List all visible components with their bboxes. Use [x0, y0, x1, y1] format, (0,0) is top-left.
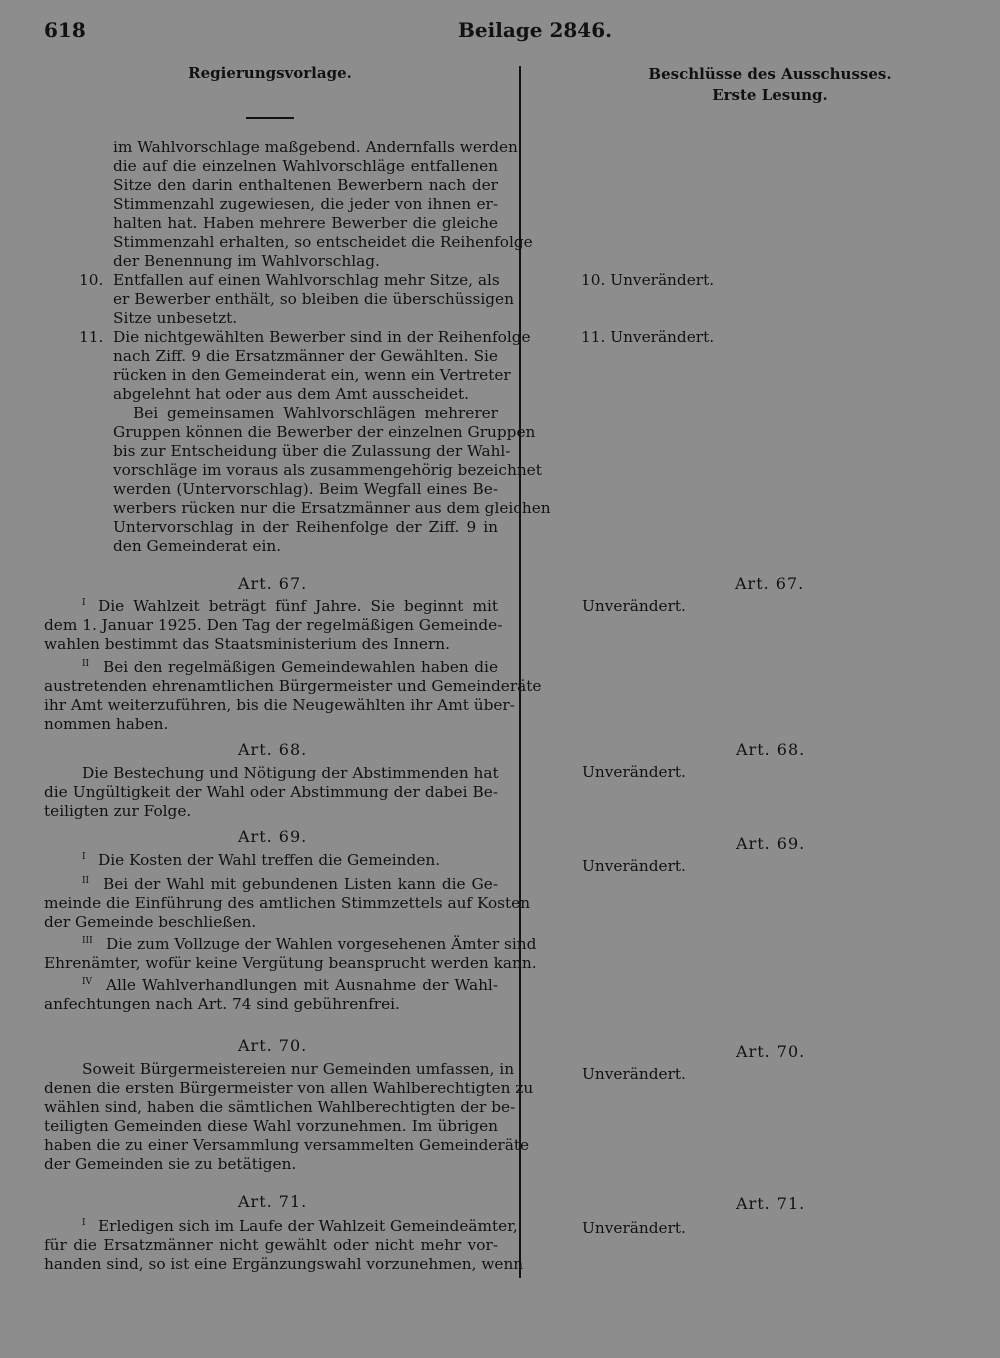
- right-article-text-71: Unverändert.: [582, 1219, 686, 1237]
- text-line: er Bewerber enthält, so bleiben die überschüssigen: [113, 290, 514, 308]
- text-line: der Gemeinden sie zu betätigen.: [44, 1155, 297, 1173]
- paragraph-mark: I: [82, 598, 86, 608]
- text-line: Stimmenzahl zugewiesen, die jeder von ihnen er-: [113, 195, 498, 213]
- text-line: handen sind, so ist eine Ergänzungswahl vorzunehmen, wenn: [44, 1255, 524, 1273]
- text-line: im Wahlvorschlage maßgebend. Andernfalls werden: [113, 138, 518, 156]
- heading-rule: [246, 117, 294, 119]
- text-line: Stimmenzahl erhalten, so entscheidet die Reihenfolge: [113, 233, 533, 251]
- right-article-text-67: Unverändert.: [582, 597, 686, 615]
- right-article-heading-67: Art. 67.: [735, 574, 805, 593]
- text-line: Die nichtgewählten Bewerber sind in der Reihenfolge: [113, 328, 531, 346]
- text-line: halten hat. Haben mehrere Bewerber die gleiche: [113, 214, 498, 232]
- text-line: Die Kosten der Wahl treffen die Gemeinden.: [98, 851, 441, 869]
- text-line: haben die zu einer Versammlung versammelten Gemeinderäte: [44, 1136, 530, 1154]
- text-line: nach Ziff. 9 die Ersatzmänner der Gewählten. Sie: [113, 347, 498, 365]
- article-heading-69: Art. 69.: [238, 827, 308, 846]
- paragraph-mark: II: [82, 659, 90, 669]
- text-line: Die Bestechung und Nötigung der Abstimmenden hat: [82, 764, 499, 782]
- page-number: 618: [44, 18, 86, 42]
- text-line: rücken in den Gemeinderat ein, wenn ein Vertreter: [113, 366, 511, 384]
- text-line: ihr Amt weiterzuführen, bis die Neugewählten ihr Amt über-: [44, 696, 515, 714]
- text-line: dem 1. Januar 1925. Den Tag der regelmäßigen Gemeinde-: [44, 616, 503, 634]
- text-line: Sitze den darin enthaltenen Bewerbern nach der: [113, 176, 498, 194]
- right-heading-line2: Erste Lesung.: [712, 86, 828, 104]
- right-column-heading: [640, 64, 900, 106]
- text-line: Ehrenämter, wofür keine Vergütung beansprucht werden kann.: [44, 954, 537, 972]
- right-article-text-69: Unverändert.: [582, 857, 686, 875]
- paragraph-mark: I: [82, 1218, 86, 1228]
- right-item-10: 10. Unverändert.: [581, 271, 715, 289]
- text-line: Die Wahlzeit beträgt fünf Jahre. Sie beginnt mit: [98, 597, 498, 615]
- left-column-heading: Regierungsvorlage.: [188, 64, 352, 82]
- right-article-heading-69: Art. 69.: [736, 834, 806, 853]
- text-line: Alle Wahlverhandlungen mit Ausnahme der Wahl-: [106, 976, 498, 994]
- right-heading-line1: Beschlüsse des Ausschusses.: [648, 65, 892, 83]
- item-number-11: 11.: [79, 328, 104, 346]
- text-line: anfechtungen nach Art. 74 sind gebührenfrei.: [44, 995, 400, 1013]
- text-line: teiligten zur Folge.: [44, 802, 192, 820]
- text-line: abgelehnt hat oder aus dem Amt ausscheidet.: [113, 385, 469, 403]
- text-line: die auf die einzelnen Wahlvorschläge entfallenen: [113, 157, 498, 175]
- article-heading-68: Art. 68.: [238, 740, 308, 759]
- right-article-text-70: Unverändert.: [582, 1065, 686, 1083]
- text-line: Sitze unbesetzt.: [113, 309, 238, 327]
- text-line: Soweit Bürgermeistereien nur Gemeinden umfassen, in: [82, 1060, 515, 1078]
- text-line: Entfallen auf einen Wahlvorschlag mehr Sitze, als: [113, 271, 500, 289]
- text-line: Bei den regelmäßigen Gemeindewahlen haben die: [103, 658, 498, 676]
- item-number-10: 10.: [79, 271, 104, 289]
- text-line: bis zur Entscheidung über die Zulassung der Wahl-: [113, 442, 511, 460]
- article-heading-70: Art. 70.: [238, 1036, 308, 1055]
- text-line: vorschläge im voraus als zusammengehörig bezeichnet: [113, 461, 542, 479]
- text-line: Untervorschlag in der Reihenfolge der Ziff. 9 in: [113, 518, 498, 536]
- right-article-text-68: Unverändert.: [582, 763, 686, 781]
- text-line: Bei gemeinsamen Wahlvorschlägen mehrerer: [133, 404, 498, 422]
- text-line: denen die ersten Bürgermeister von allen Wahlberechtigten zu: [44, 1079, 534, 1097]
- text-line: Erledigen sich im Laufe der Wahlzeit Gemeindeämter,: [98, 1217, 518, 1235]
- right-article-heading-70: Art. 70.: [736, 1042, 806, 1061]
- article-heading-67: Art. 67.: [238, 574, 308, 593]
- text-line: austretenden ehrenamtlichen Bürgermeister und Gemeinderäte: [44, 677, 542, 695]
- text-line: den Gemeinderat ein.: [113, 537, 282, 555]
- text-line: teiligten Gemeinden diese Wahl vorzunehmen. Im übrigen: [44, 1117, 498, 1135]
- text-line: meinde die Einführung des amtlichen Stimmzettels auf Kosten: [44, 894, 531, 912]
- text-line: nommen haben.: [44, 715, 169, 733]
- text-line: wählen sind, haben die sämtlichen Wahlberechtigten der be-: [44, 1098, 516, 1116]
- page-title: Beilage 2846.: [458, 18, 613, 42]
- text-line: Die zum Vollzuge der Wahlen vorgesehenen Ämter sind: [106, 935, 537, 953]
- right-article-heading-71: Art. 71.: [736, 1194, 806, 1213]
- text-line: Gruppen können die Bewerber der einzelnen Gruppen: [113, 423, 536, 441]
- text-line: werbers rücken nur die Ersatzmänner aus dem gleichen: [113, 499, 551, 517]
- text-line: werden (Untervorschlag). Beim Wegfall eines Be-: [113, 480, 498, 498]
- text-line: der Benennung im Wahlvorschlag.: [113, 252, 380, 270]
- paragraph-mark: III: [82, 936, 93, 946]
- text-line: die Ungültigkeit der Wahl oder Abstimmung der dabei Be-: [44, 783, 498, 801]
- paragraph-mark: II: [82, 876, 90, 886]
- text-line: Bei der Wahl mit gebundenen Listen kann die Ge-: [103, 875, 498, 893]
- text-line: für die Ersatzmänner nicht gewählt oder nicht mehr vor-: [44, 1236, 498, 1254]
- paragraph-mark: I: [82, 852, 86, 862]
- text-line: wahlen bestimmt das Staatsministerium des Innern.: [44, 635, 450, 653]
- article-heading-71: Art. 71.: [238, 1192, 308, 1211]
- paragraph-mark: IV: [82, 977, 93, 987]
- right-item-11: 11. Unverändert.: [581, 328, 715, 346]
- text-line: der Gemeinde beschließen.: [44, 913, 257, 931]
- right-article-heading-68: Art. 68.: [736, 740, 806, 759]
